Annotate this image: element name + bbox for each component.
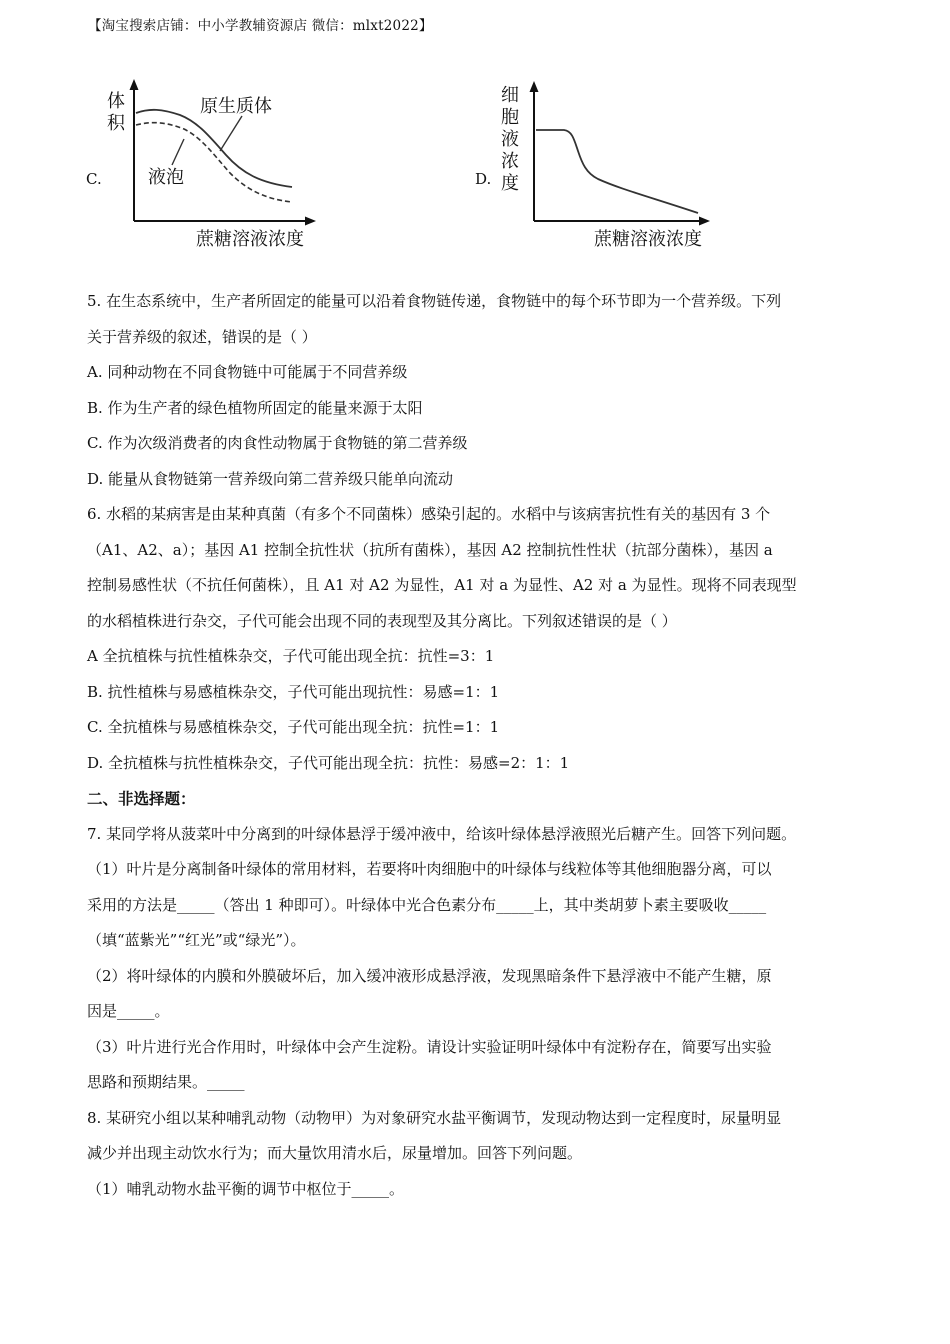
q6-option-a: A 全抗植株与抗性植株杂交，子代可能出现全抗：抗性=3：1 <box>87 647 495 665</box>
q5-option-d: D. 能量从食物链第一营养级向第二营养级只能单向流动 <box>87 469 454 488</box>
option-d-letter: D. <box>475 170 492 188</box>
q5-stem-line-1: 5. 在生态系统中，生产者所固定的能量可以沿着食物链传递，食物链中的每个环节即为一个营养级。下列 <box>87 292 782 310</box>
page-header: 【淘宝搜索店铺：中小学教辅资源店 微信：mlxt2022】 <box>88 18 433 34</box>
question-content <box>87 284 877 1207</box>
q5-option-b: B. 作为生产者的绿色植物所固定的能量来源于太阳 <box>87 398 423 417</box>
q6-option-c: C. 全抗植株与易感植株杂交，子代可能出现全抗：抗性=1：1 <box>87 718 500 736</box>
x-axis-arrow-icon <box>699 217 710 226</box>
option-c-letter: C. <box>86 170 102 188</box>
q6-option-b: B. 抗性植株与易感植株杂交，子代可能出现抗性：易感=1：1 <box>87 682 500 701</box>
c-x-axis-label: 蔗糖溶液浓度 <box>196 229 304 250</box>
figure-c <box>80 75 340 260</box>
c-y-axis-label: 体 积 <box>107 91 125 134</box>
x-axis-arrow-icon <box>305 217 316 226</box>
figure-d <box>470 75 730 260</box>
q7-stem: 7. 某同学将从菠菜叶中分离到的叶绿体悬浮于缓冲液中，给该叶绿体悬浮液照光后糖产生。回答下列问题。 <box>87 824 797 843</box>
c-protoplast-label: 原生质体 <box>200 96 272 117</box>
c-vacuole-label: 液泡 <box>148 167 184 188</box>
q7-part2-line-1: （2）将叶绿体的内膜和外膜破坏后，加入缓冲液形成悬浮液，发现黑暗条件下悬浮液中不能产生糖，原 <box>87 966 772 985</box>
q5-option-c: C. 作为次级消费者的肉食性动物属于食物链的第二营养级 <box>87 434 468 452</box>
y-axis-arrow-icon <box>530 81 539 92</box>
y-axis-arrow-icon <box>130 79 139 90</box>
q7-part2-line-2: 因是_____。 <box>87 1002 170 1020</box>
q5-option-a: A. 同种动物在不同食物链中可能属于不同营养级 <box>87 363 408 381</box>
protoplast-pointer <box>220 116 242 151</box>
q8-part1: （1）哺乳动物水盐平衡的调节中枢位于_____。 <box>87 1179 405 1198</box>
d-y-axis-label: 细 胞 液 浓 度 <box>501 85 519 194</box>
vacuole-curve <box>136 123 292 202</box>
q7-part1-line-3: （填“蓝紫光”“红光”或“绿光”）。 <box>87 931 306 949</box>
q6-stem-line-3: 控制易感性状（不抗任何菌株），且 A1 对 A2 为显性，A1 对 a 为显性、A2 对 a 为显性。现将不同表现型 <box>87 576 797 594</box>
q7-part1-line-1: （1）叶片是分离制备叶绿体的常用材料，若要将叶肉细胞中的叶绿体与线粒体等其他细胞器分离，可以 <box>87 860 772 878</box>
vacuole-pointer <box>172 139 184 165</box>
section-heading: 二、非选择题： <box>87 789 196 808</box>
cell-sap-concentration-curve <box>536 130 698 213</box>
q6-stem-line-2: （A1、A2、a）；基因 A1 控制全抗性状（抗所有菌株），基因 A2 控制抗性性状（抗部分菌株），基因 a <box>87 540 773 559</box>
q6-stem-line-4: 的水稻植株进行杂交，子代可能会出现不同的表现型及其分离比。下列叙述错误的是（ ） <box>87 611 677 630</box>
q6-option-d: D. 全抗植株与抗性植株杂交，子代可能出现全抗：抗性：易感=2：1：1 <box>87 753 570 772</box>
q7-part3-line-1: （3）叶片进行光合作用时，叶绿体中会产生淀粉。请设计实验证明叶绿体中有淀粉存在，简要写出实验 <box>87 1037 772 1056</box>
q7-part1-line-2: 采用的方法是_____（答出 1 种即可）。叶绿体中光合色素分布_____上，其中类胡萝卜素主要吸收_____ <box>87 895 767 914</box>
q8-stem-line-2: 减少并出现主动饮水行为；而大量饮用清水后，尿量增加。回答下列问题。 <box>87 1144 583 1162</box>
q7-part3-line-2: 思路和预期结果。_____ <box>87 1073 245 1091</box>
d-x-axis-label: 蔗糖溶液浓度 <box>594 229 702 250</box>
q5-stem-line-2: 关于营养级的叙述，错误的是（ ） <box>87 327 317 346</box>
q8-stem-line-1: 8. 某研究小组以某种哺乳动物（动物甲）为对象研究水盐平衡调节，发现动物达到一定程度时，尿量明显 <box>87 1108 782 1127</box>
q6-stem-line-1: 6. 水稻的某病害是由某种真菌（有多个不同菌株）感染引起的。水稻中与该病害抗性有关的基因有 3 个 <box>87 505 771 523</box>
